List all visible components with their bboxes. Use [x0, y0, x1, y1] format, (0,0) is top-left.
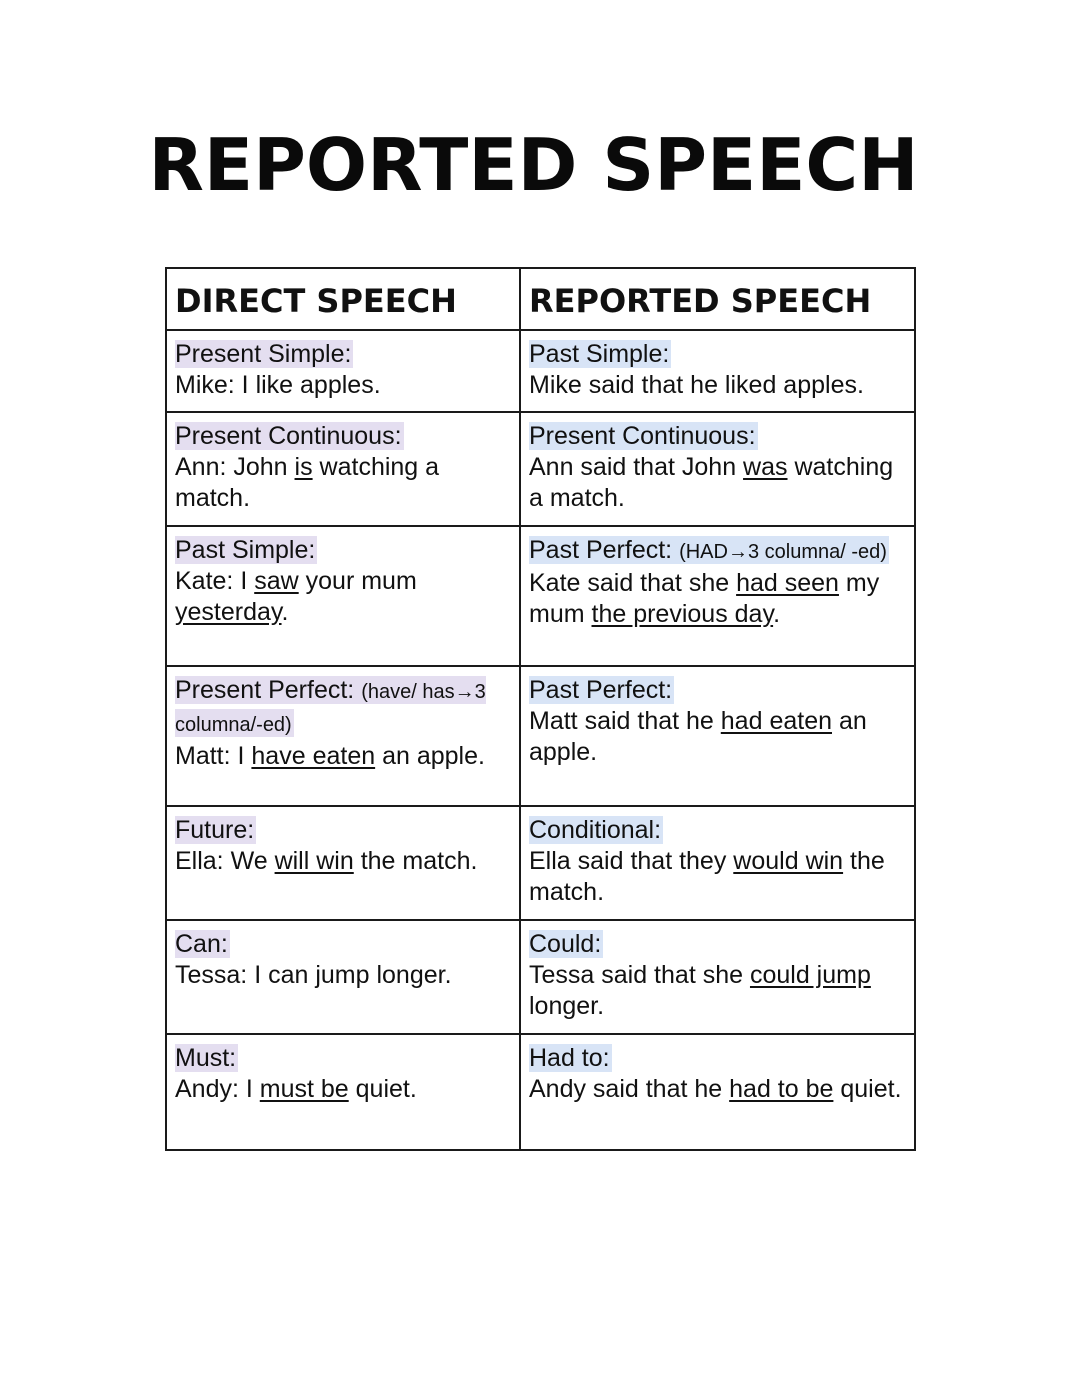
example-sentence: Tessa said that she could jump longer.	[529, 961, 871, 1020]
direct-cell	[166, 666, 520, 806]
table-row	[166, 412, 915, 526]
example-sentence: Ella said that they would win the match.	[529, 847, 885, 906]
example-sentence: Ann said that John was watching a match.	[529, 453, 894, 512]
tense-label: Past Simple:	[529, 340, 670, 368]
tense-label: Present Continuous:	[175, 422, 402, 450]
tense-label: Past Simple:	[175, 536, 316, 564]
tense-note: (HAD→3 columna/ -ed)	[679, 541, 887, 563]
tense-label: Present Simple:	[175, 340, 352, 368]
table-row	[166, 1034, 915, 1150]
tense-label: Past Perfect:	[529, 676, 673, 704]
table-row	[166, 666, 915, 806]
direct-cell	[166, 1034, 520, 1150]
tense-label: Could:	[529, 930, 602, 958]
table-row	[166, 920, 915, 1034]
tense-label: Can:	[175, 930, 228, 958]
reported-cell	[520, 526, 915, 666]
reported-speech-header: REPORTED SPEECH	[520, 268, 915, 330]
example-sentence: Ella: We will win the match.	[175, 847, 478, 875]
direct-cell	[166, 806, 520, 920]
example-sentence: Kate said that she had seen my mum the previous day.	[529, 569, 880, 628]
tense-note: (have/ has→3 columna/-ed)	[175, 681, 486, 736]
direct-cell	[166, 412, 520, 526]
example-sentence: Mike said that he liked apples.	[529, 371, 864, 399]
example-sentence: Kate: I saw your mum yesterday.	[175, 567, 417, 626]
example-sentence: Matt said that he had eaten an apple.	[529, 707, 867, 766]
example-sentence: Mike: I like apples.	[175, 371, 381, 399]
table-row	[166, 806, 915, 920]
tense-label: Present Perfect: (have/ has→3 columna/-ed)	[175, 676, 486, 736]
example-sentence: Tessa: I can jump longer.	[175, 961, 452, 989]
reported-cell	[520, 1034, 915, 1150]
reported-cell	[520, 666, 915, 806]
tense-label: Must:	[175, 1044, 237, 1072]
reported-cell	[520, 920, 915, 1034]
tense-label: Had to:	[529, 1044, 610, 1072]
example-sentence: Andy said that he had to be quiet.	[529, 1075, 902, 1103]
direct-cell	[166, 920, 520, 1034]
example-sentence: Andy: I must be quiet.	[175, 1075, 417, 1103]
tense-label: Conditional:	[529, 816, 662, 844]
table-row	[166, 330, 915, 412]
page-title: REPORTED SPEECH	[148, 123, 919, 207]
reported-cell	[520, 412, 915, 526]
reported-cell	[520, 330, 915, 412]
tense-label: Present Continuous:	[529, 422, 756, 450]
direct-cell	[166, 330, 520, 412]
example-sentence: Ann: John is watching a match.	[175, 453, 440, 512]
table-row	[166, 526, 915, 666]
reported-speech-table	[165, 267, 916, 1151]
table-header-row	[166, 268, 915, 330]
reported-cell	[520, 806, 915, 920]
tense-label: Past Perfect: (HAD→3 columna/ -ed)	[529, 536, 887, 564]
direct-cell	[166, 526, 520, 666]
direct-speech-header: DIRECT SPEECH	[166, 268, 520, 330]
example-sentence: Matt: I have eaten an apple.	[175, 742, 485, 770]
tense-label: Future:	[175, 816, 255, 844]
